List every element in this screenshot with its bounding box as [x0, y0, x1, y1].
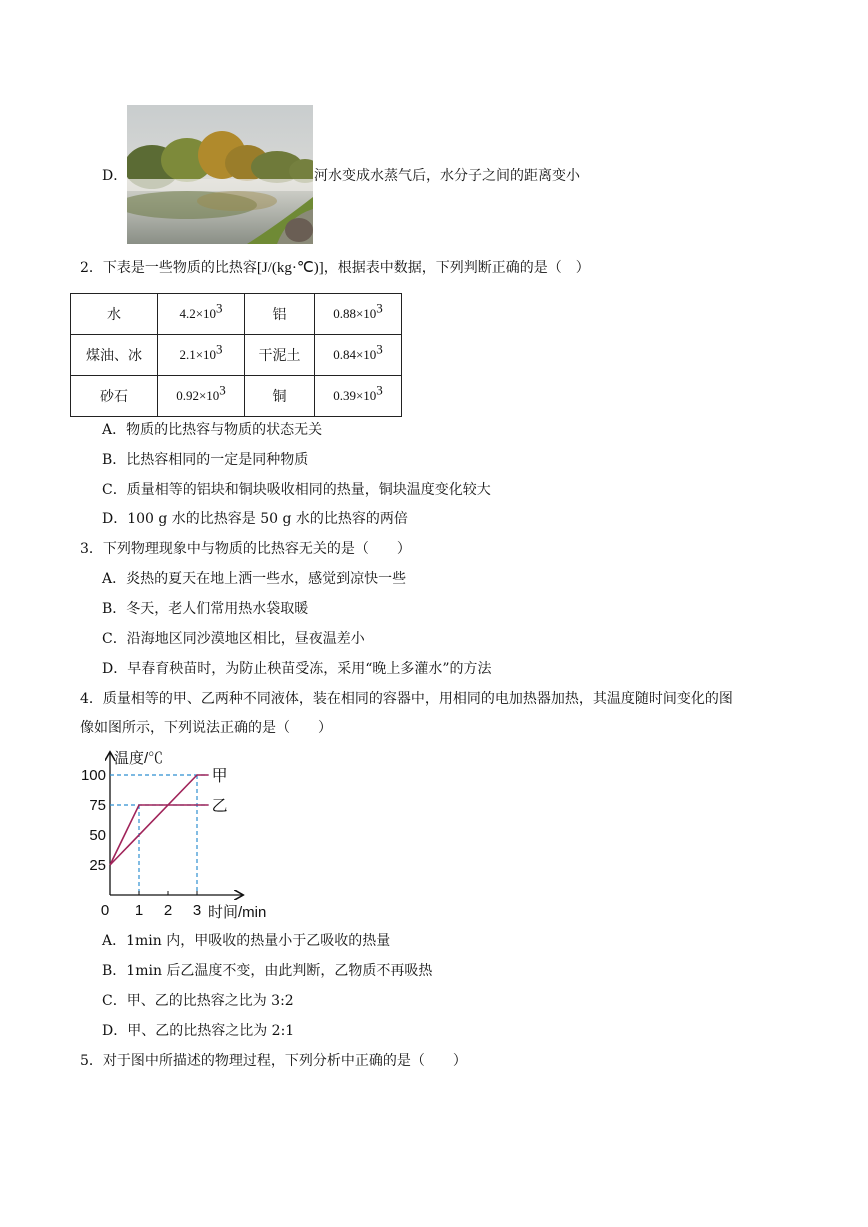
table-cell-substance: 水 — [71, 294, 158, 335]
table-cell-value: 0.88×103 — [315, 294, 402, 335]
q2-stem — [80, 258, 590, 278]
series-label-1: 乙 — [211, 798, 228, 815]
q1-option-d-label: D． — [102, 168, 128, 184]
table-cell-value: 2.1×103 — [158, 335, 245, 376]
q2-option-b: B．比热容相同的一定是同种物质 — [102, 452, 309, 468]
series-label-0: 甲 — [211, 768, 228, 785]
series-line-0 — [110, 775, 209, 865]
q3-stem: 3．下列物理现象中与物质的比热容无关的是（ ） — [80, 541, 411, 557]
q3-option-c: C．沿海地区同沙漠地区相比，昼夜温差小 — [102, 631, 365, 647]
y-axis-label: 温度/℃ — [114, 750, 164, 767]
q2-option-d: D．100 g 水的比热容是 50 g 水的比热容的两倍 — [102, 511, 408, 527]
table-cell-value: 0.39×103 — [315, 376, 402, 417]
q2-option-c: C．质量相等的铝块和铜块吸收相同的热量，铜块温度变化较大 — [102, 482, 491, 498]
table-cell-value: 4.2×103 — [158, 294, 245, 335]
x-tick-label: 2 — [163, 902, 173, 919]
specific-heat-table — [70, 293, 402, 417]
y-tick-label: 25 — [89, 857, 106, 874]
temperature-time-graph — [80, 745, 290, 930]
q4-stem-line2: 像如图所示，下列说法正确的是（ ） — [80, 720, 332, 736]
q2-unit: [J/(kg·℃)] — [256, 260, 324, 276]
q4-option-b: B．1min 后乙温度不变，由此判断，乙物质不再吸热 — [102, 963, 433, 979]
q4-option-c: C．甲、乙的比热容之比为 3:2 — [102, 993, 294, 1009]
table-row — [71, 335, 402, 376]
x-tick-label: 1 — [134, 902, 144, 919]
q4-stem-line1: 4．质量相等的甲、乙两种不同液体，装在相同的容器中，用相同的电加热器加热，其温度随时间变化的图 — [80, 691, 733, 707]
table-cell-value: 0.92×103 — [158, 376, 245, 417]
x-tick-label: 3 — [192, 902, 202, 919]
table-cell-substance: 砂石 — [71, 376, 158, 417]
q3-option-a: A．炎热的夏天在地上洒一些水，感觉到凉快一些 — [102, 571, 407, 587]
q3-option-b: B．冬天，老人们常用热水袋取暖 — [102, 601, 309, 617]
q4-option-d: D．甲、乙的比热容之比为 2:1 — [102, 1023, 295, 1039]
x-axis-label: 时间/min — [208, 904, 267, 921]
q3-option-d: D．早春育秧苗时，为防止秧苗受冻，采用“晚上多灌水”的方法 — [102, 661, 492, 677]
q1-option-d-text: 河水变成水蒸气后，水分子之间的距离变小 — [314, 168, 580, 184]
q2-option-a: A．物质的比热容与物质的状态无关 — [102, 422, 323, 438]
table-cell-substance: 干泥土 — [245, 335, 315, 376]
table-row — [71, 294, 402, 335]
table-cell-substance: 煤油、冰 — [71, 335, 158, 376]
table-cell-value: 0.84×103 — [315, 335, 402, 376]
y-tick-label: 50 — [89, 827, 106, 844]
q2-stem-before: 2．下表是一些物质的比热容 — [80, 260, 257, 276]
table-cell-substance: 铝 — [245, 294, 315, 335]
q5-stem: 5．对于图中所描述的物理过程，下列分析中正确的是（ ） — [80, 1053, 467, 1069]
table-row — [71, 376, 402, 417]
q4-option-a: A．1min 内，甲吸收的热量小于乙吸收的热量 — [102, 933, 391, 949]
river-mist-photo — [127, 105, 313, 244]
y-tick-label: 100 — [80, 767, 106, 784]
x-tick-label: 0 — [100, 902, 110, 919]
q2-stem-after: ，根据表中数据，下列判断正确的是（ ） — [323, 260, 590, 276]
y-tick-label: 75 — [89, 797, 106, 814]
table-cell-substance: 铜 — [245, 376, 315, 417]
